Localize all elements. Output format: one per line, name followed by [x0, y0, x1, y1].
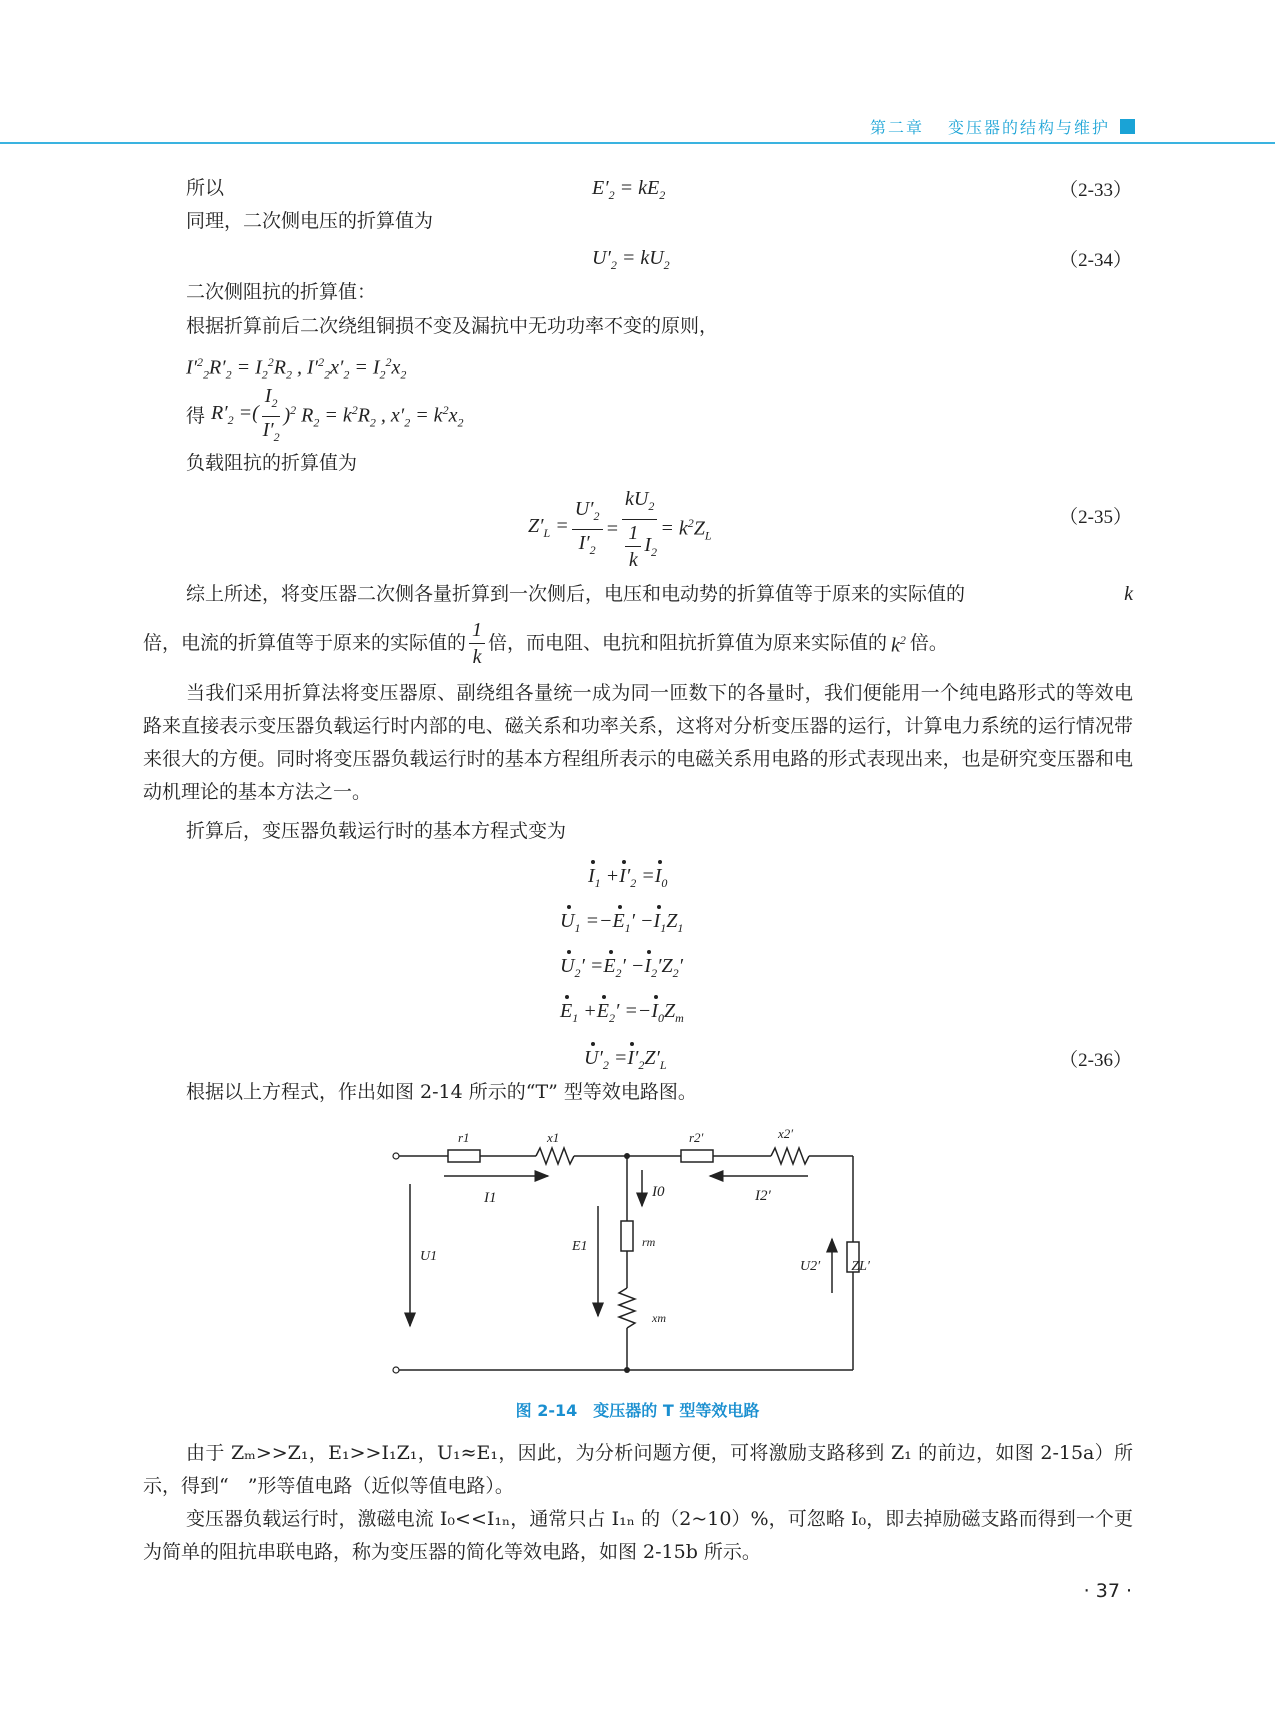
label-r1: r1 — [458, 1130, 470, 1145]
page-number: · 37 · — [1083, 1580, 1132, 1602]
equation-R2-conversion: 得 $R'_2$ =( $\frac{I_2}{I'_2}$ )$^2$ $R_2 = k^2R_2$ , $x'_2 = k^2x_2$ — [186, 384, 464, 444]
label-U1: U1 — [420, 1249, 438, 1264]
label-E1: E1 — [572, 1239, 588, 1254]
eq-number-2-33: （2-33） — [1059, 180, 1132, 201]
node-bottom — [624, 1367, 630, 1373]
xm-inductor — [619, 1288, 635, 1328]
text-zhesuan-hou: 折算后，变压器负载运行时的基本方程式变为 — [186, 820, 567, 842]
eq-number-2-36: （2-36） — [1059, 1050, 1132, 1071]
text-suoyi: 所以 — [186, 177, 225, 199]
paragraph-simplified-circuit: 变压器负载运行时，激磁电流 I₀<<I₁ₙ，通常只占 I₁ₙ 的（2~10）%，可忽略 I₀，即去掉励磁支路而得到一个更为简单的阻抗串联电路，称为变压器的简化等效电路，如图 2-15b 所示。 — [143, 1508, 1133, 1563]
text-yuanze: 根据折算前后二次绕组铜损不变及漏抗中无功功率不变的原则， — [186, 315, 719, 337]
chapter-title: 变压器的结构与维护 — [947, 117, 1110, 137]
terminal-top-left — [393, 1153, 399, 1159]
running-header — [870, 112, 1135, 140]
x2-inductor — [771, 1148, 809, 1164]
label-r2p: r2′ — [689, 1130, 704, 1145]
r1-resistor — [448, 1150, 480, 1162]
equation-2-35: $Z'_L$ = $\frac{U'_2}{I'_2}$ = $kU_2$ $\frac{1}{k}$ $I_2$ = $k^2Z_L$ — [528, 487, 712, 571]
header-rule — [0, 142, 1275, 144]
label-I2p: I2′ — [755, 1188, 771, 1204]
label-xm: xm — [652, 1311, 666, 1325]
equation-primary-voltage: $U_1 =-E_1' -I_1Z_1$ — [560, 910, 684, 935]
summary-part2: 倍，电流的折算值等于原来的实际值的 — [143, 632, 467, 654]
label-rm: rm — [642, 1235, 656, 1249]
text-fuzai: 负载阻抗的折算值为 — [186, 452, 358, 474]
label-x1: x1 — [547, 1130, 560, 1145]
text-de: 得 — [186, 405, 206, 427]
label-U2p: U2′ — [800, 1259, 821, 1274]
equation-emf-relation: $E_1 +E_2' =-I_0Z_m$ — [560, 1000, 684, 1025]
label-x2p: x2′ — [778, 1126, 794, 1141]
rm-resistor — [621, 1221, 633, 1251]
label-I0: I0 — [652, 1184, 665, 1200]
equation-current-balance: $I_1 +I'_2 =I_0$ — [588, 865, 668, 890]
r2-resistor — [681, 1150, 713, 1162]
label-I1: I1 — [484, 1190, 497, 1206]
text-tongli: 同理，二次侧电压的折算值为 — [186, 210, 434, 232]
equation-secondary-voltage: $U_2' =E_2' -I_2'Z_2'$ — [560, 955, 683, 980]
summary-k: k — [1124, 583, 1133, 605]
text-zukang-title: 二次侧阻抗的折算值： — [186, 281, 377, 303]
label-ZLp: ZL′ — [851, 1259, 870, 1274]
paragraph-summary-line2: 倍，电流的折算值等于原来的实际值的 $\frac{1}{k}$ 倍，而电阻、电抗和阻抗折算值为原来实际值的 $k^2$ 倍。 — [143, 618, 948, 668]
summary-part1: 综上所述，将变压器二次侧各量折算到一次侧后，电压和电动势的折算值等于原来的实际值的 — [186, 583, 966, 605]
equation-copper-loss: $I'^2_2R'_2 = I_2^2R_2$ , $I'^2_2x'_2 = I_2^2x_2$ — [186, 355, 407, 382]
equation-load-voltage: $U'_2 =I'_2Z'_L$ — [584, 1047, 667, 1072]
paragraph-equivalent-circuit: 当我们采用折算法将变压器原、副绕组各量统一成为同一匝数下的各量时，我们便能用一个纯电路形式的等效电路来直接表示变压器负载运行时内部的电、磁关系和功率关系，这将对分析变压器的运行，计算电力系统的运行情况带来很大的方便。同时将变压器负载运行时的基本方程组所表示的电磁关系用电路的形式表现出来，也是研究变压器和电动机理论的基本方法之一。 — [143, 682, 1133, 803]
summary-part4: 倍。 — [909, 632, 948, 654]
terminal-bottom-left — [393, 1367, 399, 1373]
equation-2-34: $U'_2 = kU_2$ — [592, 247, 670, 272]
t-equivalent-circuit-figure — [380, 1118, 870, 1390]
eq-number-2-34: （2-34） — [1059, 250, 1132, 271]
paragraph-approx-circuit: 由于 Zₘ>>Z₁，E₁>>I₁Z₁，U₁≈E₁，因此，为分析问题方便，可将激励支路移到 Z₁ 的前边，如图 2-15a）所示，得到“ ”形等值电路（近似等值电路）。 — [143, 1442, 1133, 1497]
figure-caption: 图 2-14 变压器的 T 型等效电路 — [515, 1401, 760, 1420]
chapter-label: 第二章 — [869, 117, 924, 137]
paragraph-summary-line1 — [186, 581, 1133, 607]
header-square-icon — [1120, 119, 1135, 134]
x1-inductor — [536, 1148, 574, 1164]
summary-part3: 倍，而电阻、电抗和阻抗折算值为原来实际值的 — [488, 632, 888, 654]
equation-2-33: $E'_2 = kE_2$ — [592, 177, 666, 202]
node-top — [624, 1153, 630, 1159]
eq-number-2-35: （2-35） — [1059, 507, 1132, 528]
text-genju: 根据以上方程式，作出如图 2-14 所示的“T” 型等效电路图。 — [186, 1081, 697, 1103]
